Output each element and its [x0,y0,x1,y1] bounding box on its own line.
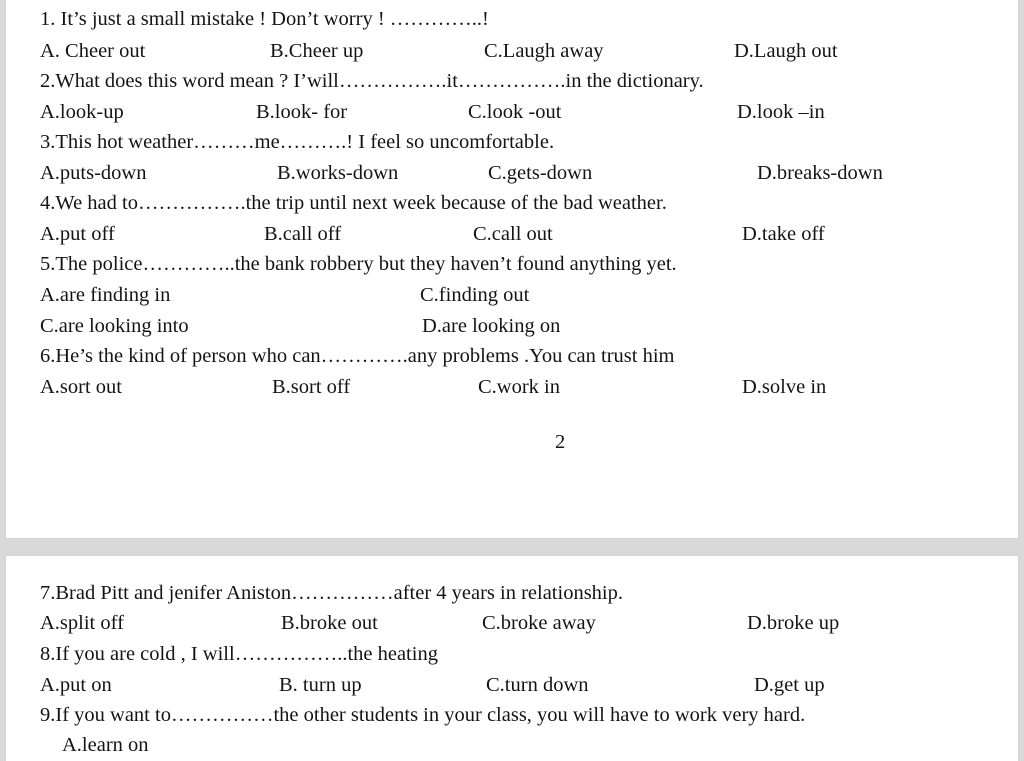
q1-option-b: B.Cheer up [270,40,364,62]
q8-option-d: D.get up [754,674,825,696]
q5-option-b: C.finding out [420,284,530,306]
q8-option-b: B. turn up [279,674,362,696]
q7-option-b: B.broke out [281,612,378,634]
q5-option-d: D.are looking on [422,315,561,337]
q1-option-d: D.Laugh out [734,40,838,62]
q6-option-d: D.solve in [742,376,827,398]
q3-option-b: B.works-down [277,162,399,184]
question-4: 4.We had to…………….the trip until next week because of the bad weather. [40,192,667,214]
q8-option-a: A.put on [40,674,112,696]
q4-option-a: A.put off [40,223,115,245]
question-8: 8.If you are cold , I will……………..the heating [40,643,438,665]
question-1: 1. It’s just a small mistake ! Don’t worry ! …………..! [40,8,489,30]
q7-option-c: C.broke away [482,612,596,634]
q2-option-b: B.look- for [256,101,348,123]
q6-option-a: A.sort out [40,376,122,398]
q2-option-d: D.look –in [737,101,825,123]
document-page-1 [6,0,1018,538]
question-3: 3.This hot weather………me……….! I feel so uncomfortable. [40,131,555,153]
q1-option-c: C.Laugh away [484,40,604,62]
question-5: 5.The police…………..the bank robbery but they haven’t found anything yet. [40,253,677,275]
question-6: 6.He’s the kind of person who can………….any problems .You can trust him [40,345,675,367]
q7-option-a: A.split off [40,612,124,634]
q5-option-c: C.are looking into [40,315,189,337]
q2-option-c: C.look -out [468,101,562,123]
q4-option-c: C.call out [473,223,553,245]
q4-option-d: D.take off [742,223,825,245]
q2-option-a: A.look-up [40,101,124,123]
q3-option-d: D.breaks-down [757,162,883,184]
q4-option-b: B.call off [264,223,342,245]
question-9: 9.If you want to……………the other students in your class, you will have to work very hard. [40,704,806,726]
q3-option-a: A.puts-down [40,162,147,184]
q9-option-a: A.learn on [62,734,149,756]
q7-option-d: D.broke up [747,612,840,634]
page-number: 2 [555,431,566,453]
question-7: 7.Brad Pitt and jenifer Aniston……………after 4 years in relationship. [40,582,623,604]
q3-option-c: C.gets-down [488,162,593,184]
q6-option-b: B.sort off [272,376,351,398]
document-page-2 [6,556,1018,761]
q5-option-a: A.are finding in [40,284,171,306]
q1-option-a: A. Cheer out [40,40,146,62]
question-2: 2.What does this word mean ? I’will…………….it…………….in the dictionary. [40,70,704,92]
q6-option-c: C.work in [478,376,560,398]
q8-option-c: C.turn down [486,674,589,696]
